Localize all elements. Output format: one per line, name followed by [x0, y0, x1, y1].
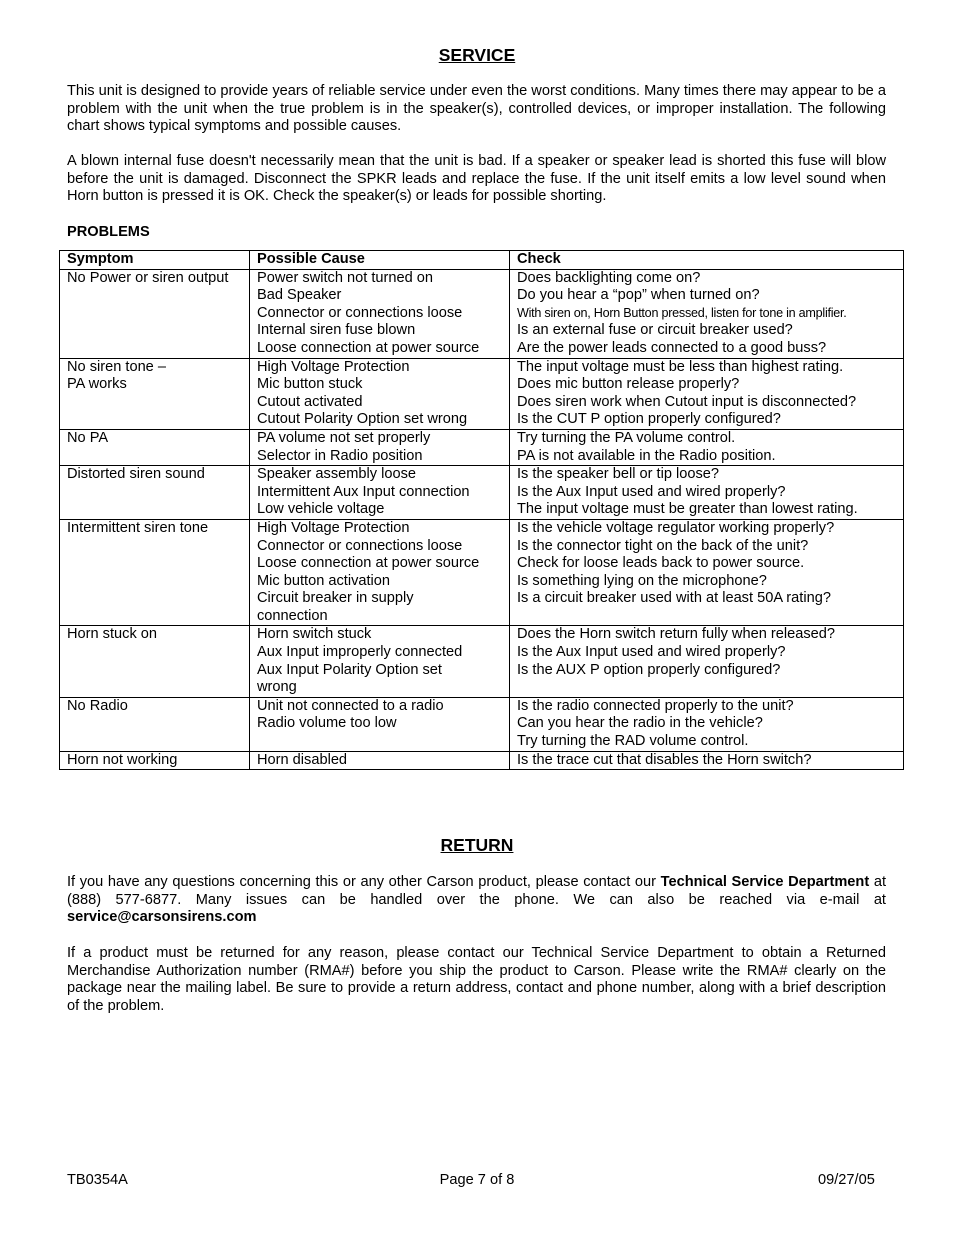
- symptom-line: Horn stuck on: [67, 626, 158, 643]
- table-row: [60, 269, 904, 358]
- table-row: [60, 697, 904, 751]
- cause-line: PA volume not set properly: [257, 429, 431, 446]
- footer-page-number: Page 7 of 8: [439, 1172, 515, 1188]
- cause-cell: [250, 269, 510, 358]
- cause-line: Unit not connected to a radio: [257, 697, 444, 714]
- cause-line: Low vehicle voltage: [257, 501, 385, 518]
- check-line: Is the connector tight on the back of the unit?: [517, 537, 809, 554]
- check-line: Is the speaker bell or tip loose?: [517, 466, 719, 483]
- cause-line: Cutout Polarity Option set wrong: [257, 411, 468, 428]
- fuse-paragraph: A blown internal fuse doesn't necessarily mean that the unit is bad. If a speaker or speaker lead is shorted this fuse will blow before the unit is damaged. Disconnect the SPKR leads and replace the fuse. If the unit itself emits a low level sound when Horn button is pressed it is OK. Check the speaker(s) or leads for possible shorting.: [67, 153, 886, 205]
- check-cell: [510, 626, 904, 697]
- table-row: [60, 466, 904, 520]
- check-line: Is something lying on the microphone?: [517, 572, 767, 589]
- cause-cell: [250, 697, 510, 751]
- symptom-cell: [60, 269, 250, 358]
- check-line: Is an external fuse or circuit breaker used?: [517, 322, 793, 339]
- cause-line: Circuit breaker in supply: [257, 590, 414, 607]
- check-line: Is the AUX P option properly configured?: [517, 661, 781, 678]
- service-heading: SERVICE: [438, 45, 516, 65]
- cause-line: Power switch not turned on: [257, 269, 434, 286]
- cause-line: Horn disabled: [257, 751, 348, 768]
- check-line: Is the radio connected properly to the unit?: [517, 697, 794, 714]
- table-row: [60, 751, 904, 770]
- cause-cell: [250, 626, 510, 697]
- cause-line: Selector in Radio position: [257, 447, 423, 464]
- check-line: Can you hear the radio in the vehicle?: [517, 715, 763, 732]
- symptom-line: PA works: [67, 376, 127, 393]
- cause-cell: [250, 519, 510, 626]
- table-row: [60, 358, 904, 429]
- header-symptom: Symptom: [60, 251, 250, 270]
- cause-cell: [250, 358, 510, 429]
- contact-text-1: If you have any questions concerning this or any other Carson product, please contact our: [67, 874, 661, 890]
- check-line: Is the Aux Input used and wired properly?: [517, 644, 786, 661]
- contact-text-2: at (888) 577-6877. Many issues can be handled over the phone. We can also be reached via e-mail at: [67, 874, 887, 908]
- check-line: Check for loose leads back to power source.: [517, 555, 805, 572]
- problems-table-body: [60, 269, 904, 770]
- symptom-cell: [60, 358, 250, 429]
- check-line: Try turning the PA volume control.: [517, 429, 736, 446]
- footer-date: 09/27/05: [818, 1172, 875, 1188]
- cause-line: Mic button activation: [257, 572, 391, 589]
- cause-line: Aux Input Polarity Option set: [257, 661, 442, 678]
- check-line: PA is not available in the Radio position.: [517, 447, 776, 464]
- symptom-line: Distorted siren sound: [67, 466, 205, 483]
- table-row: [60, 519, 904, 626]
- cause-line: Intermittent Aux Input connection: [257, 483, 470, 500]
- symptom-cell: [60, 697, 250, 751]
- symptom-cell: [60, 519, 250, 626]
- cause-cell: [250, 466, 510, 520]
- contact-paragraph: [67, 874, 886, 927]
- check-cell: [510, 269, 904, 358]
- cause-line: Cutout activated: [257, 393, 363, 410]
- cause-line: High Voltage Protection: [257, 358, 410, 375]
- check-line: Does siren work when Cutout input is disconnected?: [517, 393, 857, 410]
- header-possible-cause: Possible Cause: [250, 251, 510, 270]
- check-cell: [510, 358, 904, 429]
- cause-line: Mic button stuck: [257, 376, 363, 393]
- symptom-cell: [60, 751, 250, 770]
- check-line: Is the Aux Input used and wired properly?: [517, 483, 786, 500]
- check-line: Are the power leads connected to a good buss?: [517, 339, 827, 356]
- cause-line: High Voltage Protection: [257, 519, 410, 536]
- check-line: Does mic button release properly?: [517, 376, 740, 393]
- service-intro-paragraph: This unit is designed to provide years of reliable service under even the worst conditions. Many times there may appear to be a problem with the unit when the true problem is in the speaker(s), controlled devices, or improper installation. The following chart shows typical symptoms and possible causes.: [67, 83, 886, 135]
- symptom-line: No PA: [67, 429, 109, 446]
- check-line: The input voltage must be greater than lowest rating.: [517, 501, 858, 518]
- check-cell: [510, 429, 904, 465]
- technical-service-department: Technical Service Department: [660, 874, 870, 890]
- problems-label: PROBLEMS: [67, 224, 150, 240]
- cause-line: Bad Speaker: [257, 287, 342, 304]
- check-cell: [510, 697, 904, 751]
- cause-line: wrong: [257, 679, 297, 696]
- cause-line: Connector or connections loose: [257, 537, 463, 554]
- check-line: The input voltage must be less than highest rating.: [517, 358, 844, 375]
- header-check: Check: [510, 251, 904, 270]
- check-cell: [510, 751, 904, 770]
- symptom-cell: [60, 429, 250, 465]
- symptom-line: No Radio: [67, 697, 128, 714]
- check-line: Try turning the RAD volume control.: [517, 733, 749, 750]
- check-line: Is the trace cut that disables the Horn switch?: [517, 751, 812, 768]
- symptom-cell: [60, 626, 250, 697]
- footer-doc-id: TB0354A: [67, 1172, 128, 1188]
- cause-line: Loose connection at power source: [257, 555, 480, 572]
- cause-line: Speaker assembly loose: [257, 466, 416, 483]
- cause-line: Radio volume too low: [257, 715, 397, 732]
- service-email: service@carsonsirens.com: [67, 909, 257, 926]
- cause-line: Internal siren fuse blown: [257, 322, 416, 339]
- symptom-line: No Power or siren output: [67, 269, 229, 286]
- cause-line: Connector or connections loose: [257, 304, 463, 321]
- check-line: Is the vehicle voltage regulator working properly?: [517, 519, 835, 536]
- cause-line: Horn switch stuck: [257, 626, 372, 643]
- table-row: [60, 429, 904, 465]
- rma-paragraph: If a product must be returned for any reason, please contact our Technical Service Department to obtain a Returned Merchandise Authorization number (RMA#) before you ship the product to Carson. Please write the RMA# clearly on the package near the mailing label. Be sure to provide a return address, contact and phone number, along with a brief description of the problem.: [67, 945, 886, 1014]
- table-row: [60, 626, 904, 697]
- cause-cell: [250, 429, 510, 465]
- check-line: Is the CUT P option properly configured?: [517, 411, 781, 428]
- check-line: With siren on, Horn Button pressed, listen for tone in amplifier.: [517, 305, 847, 320]
- check-line: Is a circuit breaker used with at least 50A rating?: [517, 590, 831, 607]
- cause-line: Aux Input improperly connected: [257, 644, 463, 661]
- cause-line: connection: [257, 607, 328, 624]
- check-line: Does the Horn switch return fully when released?: [517, 626, 835, 643]
- problems-table: [59, 250, 904, 770]
- symptom-cell: [60, 466, 250, 520]
- symptom-line: No siren tone –: [67, 358, 166, 375]
- check-cell: [510, 466, 904, 520]
- cause-line: Loose connection at power source: [257, 339, 480, 356]
- check-cell: [510, 519, 904, 626]
- check-line: Do you hear a “pop” when turned on?: [517, 287, 760, 304]
- cause-cell: [250, 751, 510, 770]
- table-header-row: [60, 251, 904, 270]
- return-heading: RETURN: [440, 835, 514, 855]
- symptom-line: Intermittent siren tone: [67, 519, 209, 536]
- check-line: Does backlighting come on?: [517, 269, 701, 286]
- symptom-line: Horn not working: [67, 751, 178, 768]
